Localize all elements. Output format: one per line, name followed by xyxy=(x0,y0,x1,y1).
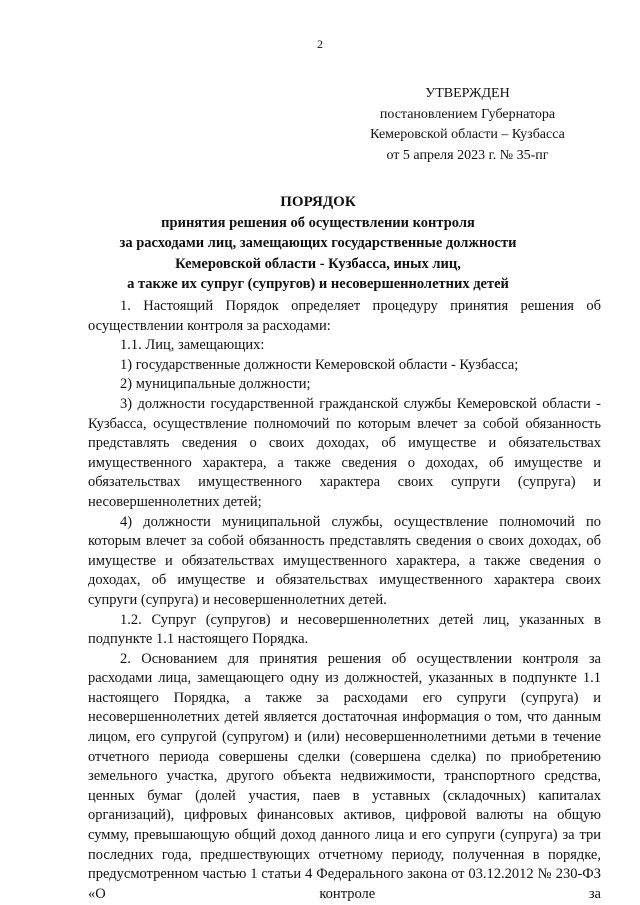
title-line: Кемеровской области - Кузбасса, иных лиц, xyxy=(175,255,461,272)
paragraph: 2) муниципальные должности; xyxy=(120,376,311,393)
document-title xyxy=(88,192,548,295)
approval-line: от 5 апреля 2023 г. № 35-пг xyxy=(386,147,549,163)
paragraph: 1.1. Лиц, замещающих: xyxy=(120,337,265,354)
title-line: а также их супруг (супругов) и несовершеннолетних детей xyxy=(127,276,509,292)
title-line: принятия решения об осуществлении контроля xyxy=(161,214,475,231)
approval-line: УТВЕРЖДЕН xyxy=(425,86,510,101)
approval-block xyxy=(335,84,600,166)
page-number: 2 xyxy=(317,37,323,51)
title-line: за расходами лиц, замещающих государственные должности xyxy=(119,235,517,251)
document-body xyxy=(88,297,601,904)
paragraph: 2. Основанием для принятия решения об осуществлении контроля за расходами лица, замещающего одну из должностей, указанных в подпункте 1.1 настоящего Порядка, а также за расходами его супруги (супруга) и несовершеннолетних детей является достаточная информация о том, что данным лицом, его супругой (супругом) и (или) несовершеннолетними детьми в течение отчетного периода совершены сделки (совершена сделка) по приобретению земельного участка, другого объекта недвижимости, транспортного средства, ценных бумаг (долей участия, паев в уставных (складочных) капиталах организаций), цифровых финансовых активов, цифровой валюты на общую сумму, превышающую общий доход данного лица и его супруги (супруга) за три последних года, предшествующих отчетному периоду, полученная в порядке, предусмотренном частью 1 статьи 4 Федерального закона от 03.12.2012 № 230-ФЗ «О контроле за xyxy=(88,650,601,902)
approval-line: Кемеровской области – Кузбасса xyxy=(370,127,565,142)
paragraph: 4) должности муниципальной службы, осуществление полномочий по которым влечет за собой обязанность представлять сведения о своих доходах, об имуществе и обязательствах имущественного характера, а также сведения о доходах, об имуществе и обязательствах имущественного характера своих супруги (супруга) и несовершеннолетних детей. xyxy=(88,513,601,608)
paragraph: 1. Настоящий Порядок определяет процедуру принятия решения об осуществлении контроля за расходами: xyxy=(88,298,601,334)
paragraph: 1) государственные должности Кемеровской области - Кузбасса; xyxy=(120,356,519,373)
paragraph: 3) должности государственной гражданской службы Кемеровской области - Кузбасса, осуществление полномочий по которым влечет за собой обязанность представлять сведения о своих доходах, об имуществе и обязательствах имущественного характера, а также сведения о доходах, об имуществе и обязательствах имущественного характера своих супруги (супруга) и несовершеннолетних детей; xyxy=(88,395,601,510)
title-heading: ПОРЯДОК xyxy=(280,194,356,210)
paragraph: 1.2. Супруг (супругов) и несовершеннолетних детей лиц, указанных в подпункте 1.1 настоящего Порядка. xyxy=(88,611,601,648)
approval-line: постановлением Губернатора xyxy=(379,106,556,122)
